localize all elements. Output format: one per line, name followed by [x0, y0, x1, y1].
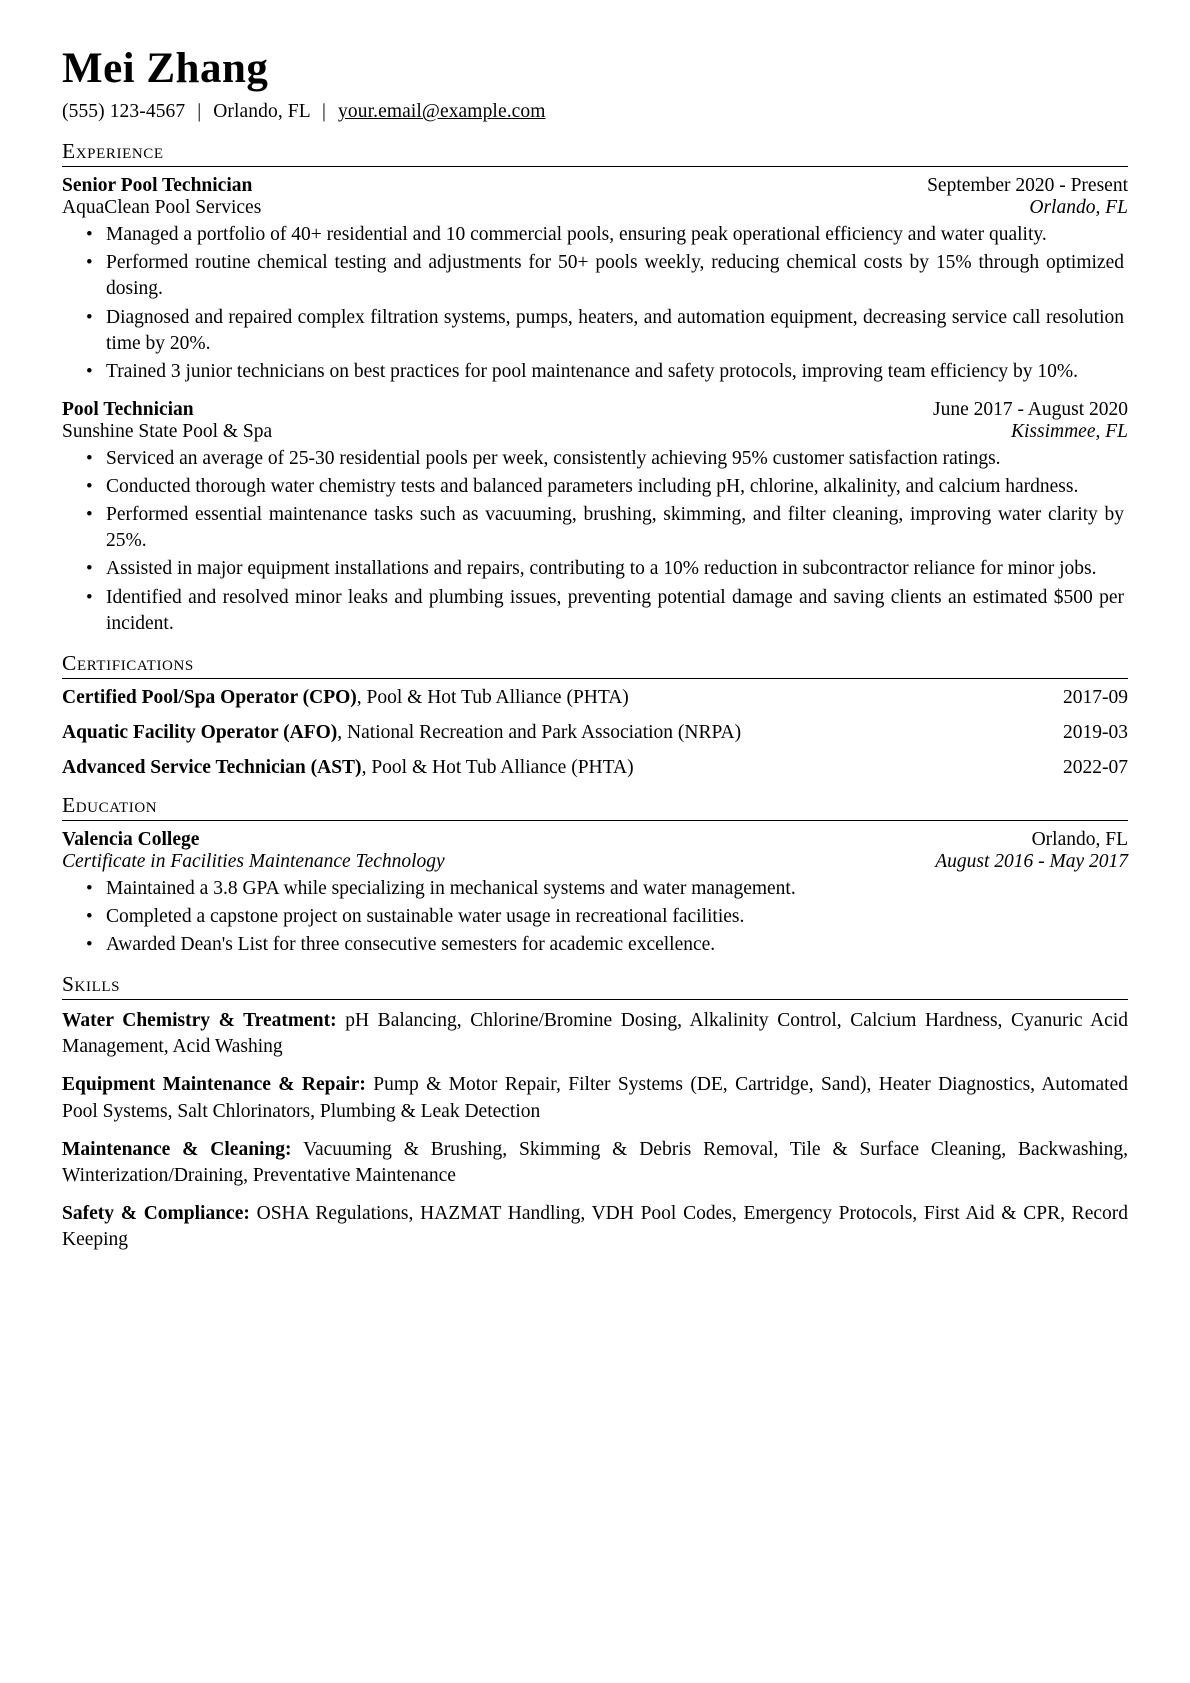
list-item: • Maintained a 3.8 GPA while specializing in mechanical systems and water management.: [106, 876, 1128, 902]
job-bullet-list: [62, 446, 1128, 637]
list-item: • Serviced an average of 25-30 residential pools per week, consistently achieving 95% customer satisfaction ratings.: [106, 446, 1128, 472]
certification-issuer: , National Recreation and Park Association (NRPA): [337, 721, 742, 743]
skill-group: [62, 1201, 1128, 1253]
certification-row: [62, 687, 1128, 709]
list-item: • Conducted thorough water chemistry tests and balanced parameters including pH, chlorine, alkalinity, and calcium hardness.: [106, 474, 1128, 500]
experience-entry: [62, 175, 1128, 385]
contact-line: [62, 101, 1128, 123]
certification-issuer: , Pool & Hot Tub Alliance (PHTA): [361, 756, 634, 778]
education-bullet-list: [62, 876, 1128, 958]
skill-category: Water Chemistry & Treatment:: [62, 1010, 337, 1032]
list-item: • Identified and resolved minor leaks and plumbing issues, preventing potential damage and saving clients an estimated $500 per incident.: [106, 585, 1128, 637]
job-title: Senior Pool Technician: [62, 175, 253, 197]
skill-items: Pump & Motor Repair, Filter Systems (DE, Cartridge, Sand), Heater Diagnostics, Automated Pool Systems, Salt Chlorinators, Plumbing & Leak Detection: [62, 1074, 1128, 1122]
section-heading-skills: Skills: [62, 972, 121, 997]
section-divider: [62, 820, 1128, 821]
job-date: June 2017 - August 2020: [933, 398, 1128, 420]
certification-date: 2017-09: [1063, 686, 1128, 708]
section-heading-experience: Experience: [62, 139, 164, 164]
job-title: Pool Technician: [62, 398, 194, 420]
list-item: • Assisted in major equipment installations and repairs, contributing to a 10% reduction in subcontractor reliance for minor jobs.: [106, 556, 1128, 582]
location-text: Orlando, FL: [213, 101, 311, 123]
school-name: Valencia College: [62, 828, 200, 850]
contact-separator: |: [197, 101, 202, 123]
list-item: • Diagnosed and repaired complex filtration systems, pumps, heaters, and automation equipment, decreasing service call resolution time by 20%.: [106, 305, 1128, 357]
list-item: • Trained 3 junior technicians on best practices for pool maintenance and safety protocols, improving team efficiency by 10%.: [106, 359, 1128, 385]
job-company: AquaClean Pool Services: [62, 197, 262, 219]
skill-category: Maintenance & Cleaning:: [62, 1138, 292, 1160]
skill-group: [62, 1008, 1128, 1060]
section-divider: [62, 166, 1128, 167]
certification-date: 2019-03: [1063, 721, 1128, 743]
experience-entry-subheader: [62, 421, 1128, 443]
list-item: • Performed essential maintenance tasks such as vacuuming, brushing, skimming, and filter cleaning, improving water clarity by 25%.: [106, 502, 1128, 554]
skill-group: [62, 1137, 1128, 1189]
certification-row: [62, 722, 1128, 744]
degree-name: Certificate in Facilities Maintenance Technology: [62, 850, 445, 872]
education-entry-header: [62, 829, 1128, 851]
skill-items: pH Balancing, Chlorine/Bromine Dosing, Alkalinity Control, Calcium Hardness, Cyanuric Acid Management, Acid Washing: [62, 1010, 1128, 1058]
section-divider: [62, 678, 1128, 679]
education-date: August 2016 - May 2017: [935, 850, 1128, 872]
list-item: • Completed a capstone project on sustainable water usage in recreational facilities.: [106, 904, 1128, 930]
job-location: Kissimmee, FL: [1011, 420, 1128, 442]
skill-category: Safety & Compliance:: [62, 1202, 250, 1224]
certification-text: [62, 687, 629, 709]
certification-name: Advanced Service Technician (AST): [62, 756, 362, 778]
page-title: Mei Zhang: [62, 45, 269, 92]
education-entry: [62, 829, 1128, 958]
skill-items: Vacuuming & Brushing, Skimming & Debris Removal, Tile & Surface Cleaning, Backwashing, Winterization/Draining, Preventative Maintenance: [62, 1138, 1128, 1186]
certification-name: Certified Pool/Spa Operator (CPO): [62, 686, 357, 708]
certification-issuer: , Pool & Hot Tub Alliance (PHTA): [356, 686, 629, 708]
certification-text: [62, 757, 634, 779]
skill-group: [62, 1072, 1128, 1124]
skill-items: OSHA Regulations, HAZMAT Handling, VDH Pool Codes, Emergency Protocols, First Aid & CPR, Record Keeping: [62, 1202, 1128, 1251]
phone-text: (555) 123-4567: [62, 101, 186, 123]
list-item: • Performed routine chemical testing and adjustments for 50+ pools weekly, reducing chemical costs by 15% through optimized dosing.: [106, 250, 1128, 302]
school-location: Orlando, FL: [1031, 828, 1128, 850]
education-entry-subheader: [62, 851, 1128, 873]
experience-entry: [62, 399, 1128, 637]
job-date: September 2020 - Present: [927, 175, 1128, 197]
contact-separator: |: [322, 101, 327, 123]
section-heading-education: Education: [62, 792, 158, 817]
job-company: Sunshine State Pool & Spa: [62, 420, 273, 442]
certification-text: [62, 722, 741, 744]
list-item: • Awarded Dean's List for three consecutive semesters for academic excellence.: [106, 932, 1128, 958]
section-divider: [62, 999, 1128, 1000]
experience-entry-subheader: [62, 197, 1128, 219]
experience-entry-header: [62, 175, 1128, 197]
certification-date: 2022-07: [1063, 756, 1128, 778]
experience-entry-header: [62, 399, 1128, 421]
job-bullet-list: [62, 222, 1128, 385]
list-item: • Managed a portfolio of 40+ residential and 10 commercial pools, ensuring peak operational efficiency and water quality.: [106, 222, 1128, 248]
certification-name: Aquatic Facility Operator (AFO): [62, 721, 338, 743]
email-link[interactable]: your.email@example.com: [338, 101, 546, 123]
job-location: Orlando, FL: [1029, 197, 1128, 219]
certification-row: [62, 757, 1128, 779]
skill-category: Equipment Maintenance & Repair:: [62, 1074, 366, 1096]
section-heading-certifications: Certifications: [62, 650, 194, 675]
